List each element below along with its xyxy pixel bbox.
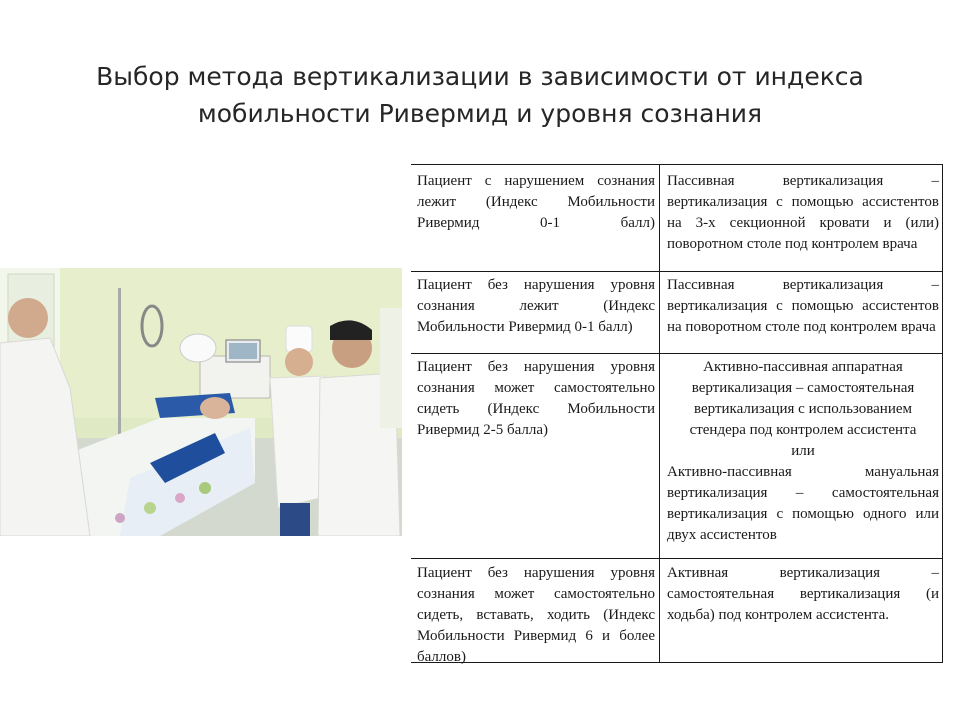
- table-column-divider: [659, 165, 660, 662]
- slide-title-line-1: Выбор метода вертикализации в зависимости от индекса: [96, 62, 864, 91]
- table-row-4-patient: Пациент без нарушения уровня сознания может самостоятельно сидеть, вставать, ходить (Индекс Мобильности Ривермид 6 и более баллов): [417, 565, 655, 665]
- table-row-2-method: Пассивная вертикализация – вертикализация с помощью ассистентов на поворотном столе под контролем врача: [667, 277, 939, 335]
- table-row-1-patient: Пациент с нарушением сознания лежит (Индекс Мобильности Ривермид 0-1 балл): [417, 173, 655, 231]
- table-row-3-or: или: [791, 443, 815, 459]
- slide-title: [60, 58, 900, 132]
- table-row-1-method: Пассивная вертикализация – вертикализация с помощью ассистентов на 3-х секционной кровати и (или) поворотном столе под контролем врача: [667, 173, 939, 252]
- hospital-verticalization-photo: [0, 268, 402, 536]
- table-row-separator: [411, 353, 942, 354]
- table-row-3-patient: Пациент без нарушения уровня сознания может самостоятельно сидеть (Индекс Мобильности Ривермид 2-5 балла): [417, 359, 655, 438]
- table-row-3-method-a: Активно-пассивная аппаратная вертикализация – самостоятельная вертикализация с использованием стендера под контролем ассистента: [689, 359, 917, 438]
- table-row-2-patient: Пациент без нарушения уровня сознания лежит (Индекс Мобильности Ривермид 0-1 балл): [417, 277, 655, 335]
- table-row-3-method: [667, 357, 939, 546]
- table-row-3-method-b: Активно-пассивная мануальная вертикализация – самостоятельная вертикализация с помощью одного или двух ассистентов: [667, 464, 939, 543]
- table-row-separator: [411, 271, 942, 272]
- table-row-separator: [411, 558, 942, 559]
- verticalization-methods-table: [411, 164, 943, 663]
- medical-photo-icon: [0, 268, 402, 536]
- table-row-4-method: Активная вертикализация – самостоятельная вертикализация (и ходьба) под контролем ассистента.: [667, 565, 939, 623]
- slide-title-line-2: мобильности Ривермид и уровня сознания: [197, 99, 763, 128]
